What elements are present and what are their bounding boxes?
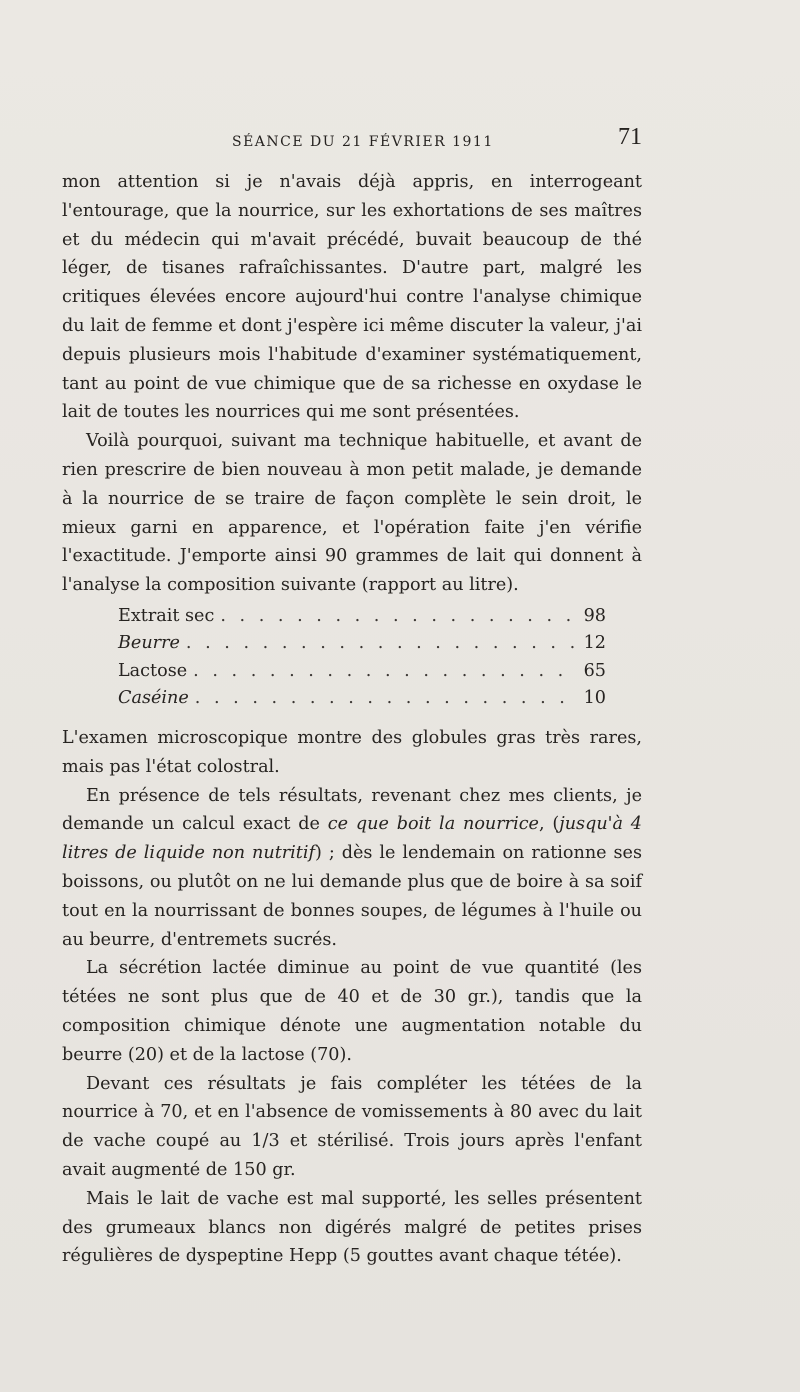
composition-row-extrait-sec xyxy=(118,606,606,634)
composition-label: Caséine xyxy=(118,688,189,709)
composition-row-caseine xyxy=(118,688,606,716)
composition-table xyxy=(118,606,606,716)
p4-italic-d: jusqu'à 4 litres de liquide non nutritif xyxy=(62,814,642,864)
paragraph-5: La sécrétion lactée diminue au point de vue quantité (les tétées ne sont plus que de 40 et de 30 gr.), tandis que la composition chimique dénote une augmentation notable du beurre (20) et de la lactose (70). xyxy=(62,958,642,1065)
paragraph-3: L'examen microscopique montre des globules gras très rares, mais pas l'état colostral. xyxy=(62,727,642,777)
page-number: 71 xyxy=(618,124,642,150)
dot-leader xyxy=(195,688,576,708)
paragraph-6: Devant ces résultats je fais compléter les tétées de la nourrice à 70, et en l'absence de vomissements à 80 avec du lait de vache coupé au 1/3 et stérilisé. Trois jours après l'enfant avait augmenté de 150 gr. xyxy=(62,1073,642,1180)
composition-row-beurre xyxy=(118,633,606,661)
paragraph-4 xyxy=(62,782,642,955)
p4-text-c: , ( xyxy=(538,814,560,835)
dot-leader xyxy=(193,661,576,681)
composition-value: 10 xyxy=(583,688,606,709)
dot-leader xyxy=(220,606,576,626)
p4-text-a: En présence de tels résultats, revenant chez mes clients, je demande un calcul exact de xyxy=(62,785,642,835)
composition-value: 98 xyxy=(583,605,606,626)
body-text xyxy=(62,168,642,1271)
composition-label: Lactose xyxy=(118,660,188,681)
composition-row-lactose xyxy=(118,661,606,689)
p4-text-e: ) ; dès le lendemain on rationne ses boissons, ou plutôt on ne lui demande plus que de boire à sa soif tout en la nourrissant de bonnes soupes, de légumes à l'huile ou au beurre, d'entremets sucrés. xyxy=(62,843,642,950)
composition-label: Beurre xyxy=(118,633,180,654)
paragraph-7: Mais le lait de vache est mal supporté, les selles présentent des grumeaux blancs non digérés malgré de petites prises régulières de dyspeptine Hepp (5 gouttes avant chaque tétée). xyxy=(62,1188,642,1267)
paragraph-1: mon attention si je n'avais déjà appris, en interrogeant l'entourage, que la nourrice, sur les exhortations de ses maîtres et du médecin qui m'avait précédé, buvait beaucoup de thé léger, de tisanes rafraîchissantes. D'autre part, malgré les critiques élevées encore aujourd'hui contre l'analyse chimique du lait de femme et dont j'espère ici même discuter la valeur, j'ai depuis plusieurs mois l'habitude d'examiner systématiquement, tant au point de vue chimique que de sa richesse en oxydase le lait de toutes les nourrices qui me sont présentées. xyxy=(62,172,642,423)
dot-leader xyxy=(186,633,576,653)
composition-value: 12 xyxy=(583,633,606,654)
page-header xyxy=(62,124,642,164)
p4-italic-b: ce que boit la nourrice xyxy=(327,814,539,835)
composition-label: Extrait sec xyxy=(118,605,215,626)
composition-value: 65 xyxy=(583,660,606,681)
running-head: SÉANCE DU 21 FÉVRIER 1911 xyxy=(232,134,494,150)
paragraph-2: Voilà pourquoi, suivant ma technique habituelle, et avant de rien prescrire de bien nouveau à mon petit malade, je demande à la nourrice de se traire de façon complète le sein droit, le mieux garni en apparence, et l'opération faite j'en vérifie l'exactitude. J'emporte ainsi 90 grammes de lait qui donnent à l'analyse la composition suivante (rapport au litre). xyxy=(62,431,642,596)
